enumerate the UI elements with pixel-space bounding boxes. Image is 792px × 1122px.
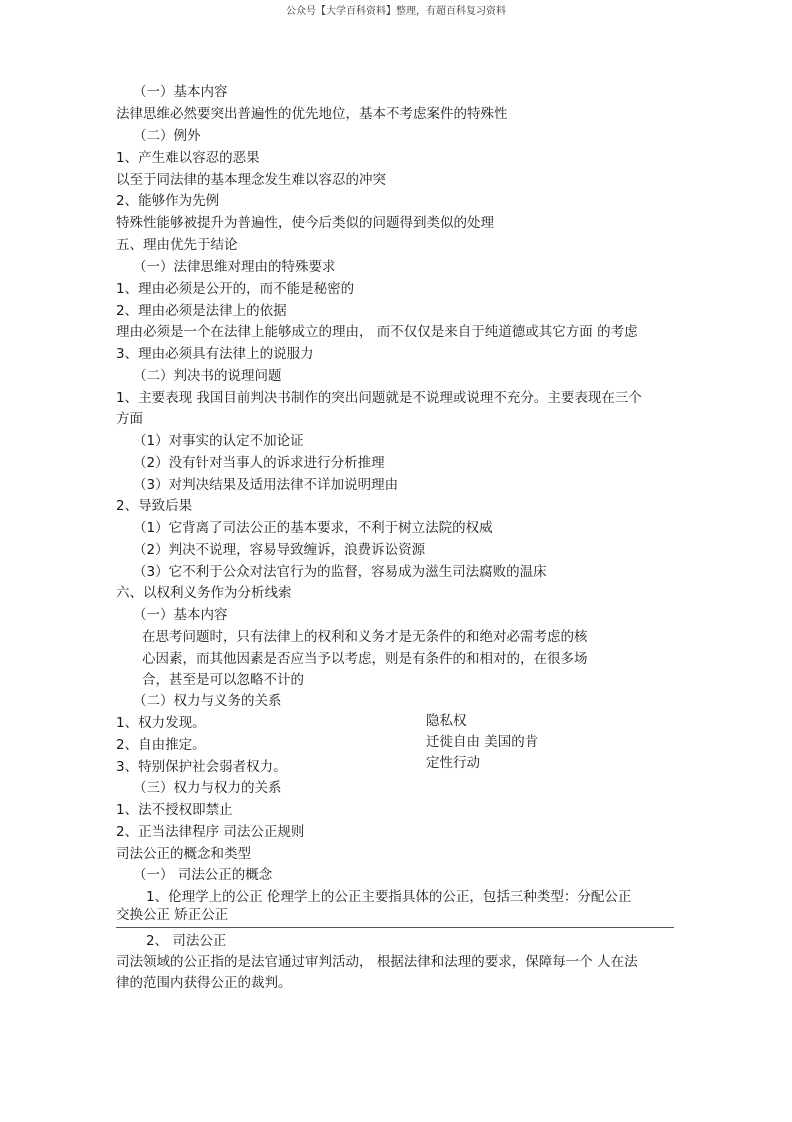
paragraph: 1、伦理学上的公正 伦理学上的公正主要指具体的公正，包括三种类型：分配公正 [146,889,632,905]
section-heading-6: 六、以权利义务作为分析线索 [116,585,292,601]
subheading: （一）法律思维对理由的特殊要求 [133,259,336,275]
list-item: 2、导致后果 [116,498,193,514]
paragraph: 以至于同法律的基本理念发生难以容忍的冲突 [116,172,386,188]
list-item: 2、理由必须是法律上的依据 [116,303,287,319]
side-note: 隐私权 [426,713,467,729]
subheading: （二）权力与义务的关系 [133,693,282,709]
paragraph: 司法领域的公正指的是法官通过审判活动， 根据法律和法理的要求，保障每一个 人在法 [116,954,638,970]
subheading: （三）权力与权力的关系 [133,780,282,796]
list-item: （2）判决不说理，容易导致缠诉，浪费诉讼资源 [133,542,426,558]
paragraph: 特殊性能够被提升为普遍性，使今后类似的问题得到类似的处理 [116,215,494,231]
list-item: （3）它不利于公众对法官行为的监督，容易成为滋生司法腐败的温床 [133,564,547,580]
list-item: 1、理由必须是公开的，而不能是秘密的 [116,281,355,297]
page-header-note: 公众号【大学百科资料】整理，有超百科复习资料 [286,6,506,17]
list-item: （1）对事实的认定不加论证 [133,433,304,449]
list-item: 2、正当法律程序 司法公正规则 [116,824,305,840]
paragraph: 心因素，而其他因素是否应当予以考虑，则是有条件的和相对的，在很多场 [142,651,588,667]
heading-exception: （二）例外 [133,128,201,144]
paragraph: 理由必须是一个在法律上能够成立的理由， 而不仅仅是来自于纯道德或其它方面 的考虑 [116,324,638,340]
list-item: 2、自由推定。 [116,737,206,753]
paragraph: 法律思维必然要突出普遍性的优先地位，基本不考虑案件的特殊性 [116,106,508,122]
side-note: 定性行动 [426,755,480,771]
paragraph: 律的范围内获得公正的裁判。 [116,975,292,991]
list-item: 3、理由必须具有法律上的说服力 [116,346,314,362]
subheading: （一） 司法公正的概念 [133,867,273,883]
section-heading-5: 五、理由优先于结论 [116,237,238,253]
paragraph: 在思考问题时，只有法律上的权利和义务才是无条件的和绝对必需考虑的核 [142,629,588,645]
list-item: 3、特别保护社会弱者权力。 [116,759,287,775]
list-item: 2、 司法公正 [146,933,227,949]
subheading: （一）基本内容 [133,607,228,623]
list-item: 1、产生难以容忍的恶果 [116,150,260,166]
section-heading: 司法公正的概念和类型 [116,846,251,862]
list-item: 1、权力发现。 [116,715,206,731]
list-item: 1、法不授权即禁止 [116,802,233,818]
list-item: （1）它背离了司法公正的基本要求，不利于树立法院的权威 [133,520,493,536]
horizontal-divider [116,927,674,928]
list-item: （2）没有针对当事人的诉求进行分析推理 [133,455,385,471]
side-note: 迁徙自由 美国的肯 [426,734,539,750]
list-item: 1、主要表现 我国目前判决书制作的突出问题就是不说理或说理不充分。主要表现在三个 [116,390,642,406]
subheading: （二）判决书的说理问题 [133,368,282,384]
heading-basic-content: （一）基本内容 [133,84,228,100]
paragraph: 方面 [116,411,143,427]
list-item: 2、能够作为先例 [116,193,220,209]
paragraph: 合，甚至是可以忽略不计的 [142,672,304,688]
list-item: （3）对判决结果及适用法律不详加说明理由 [133,477,399,493]
paragraph: 交换公正 矫正公正 [116,907,229,923]
